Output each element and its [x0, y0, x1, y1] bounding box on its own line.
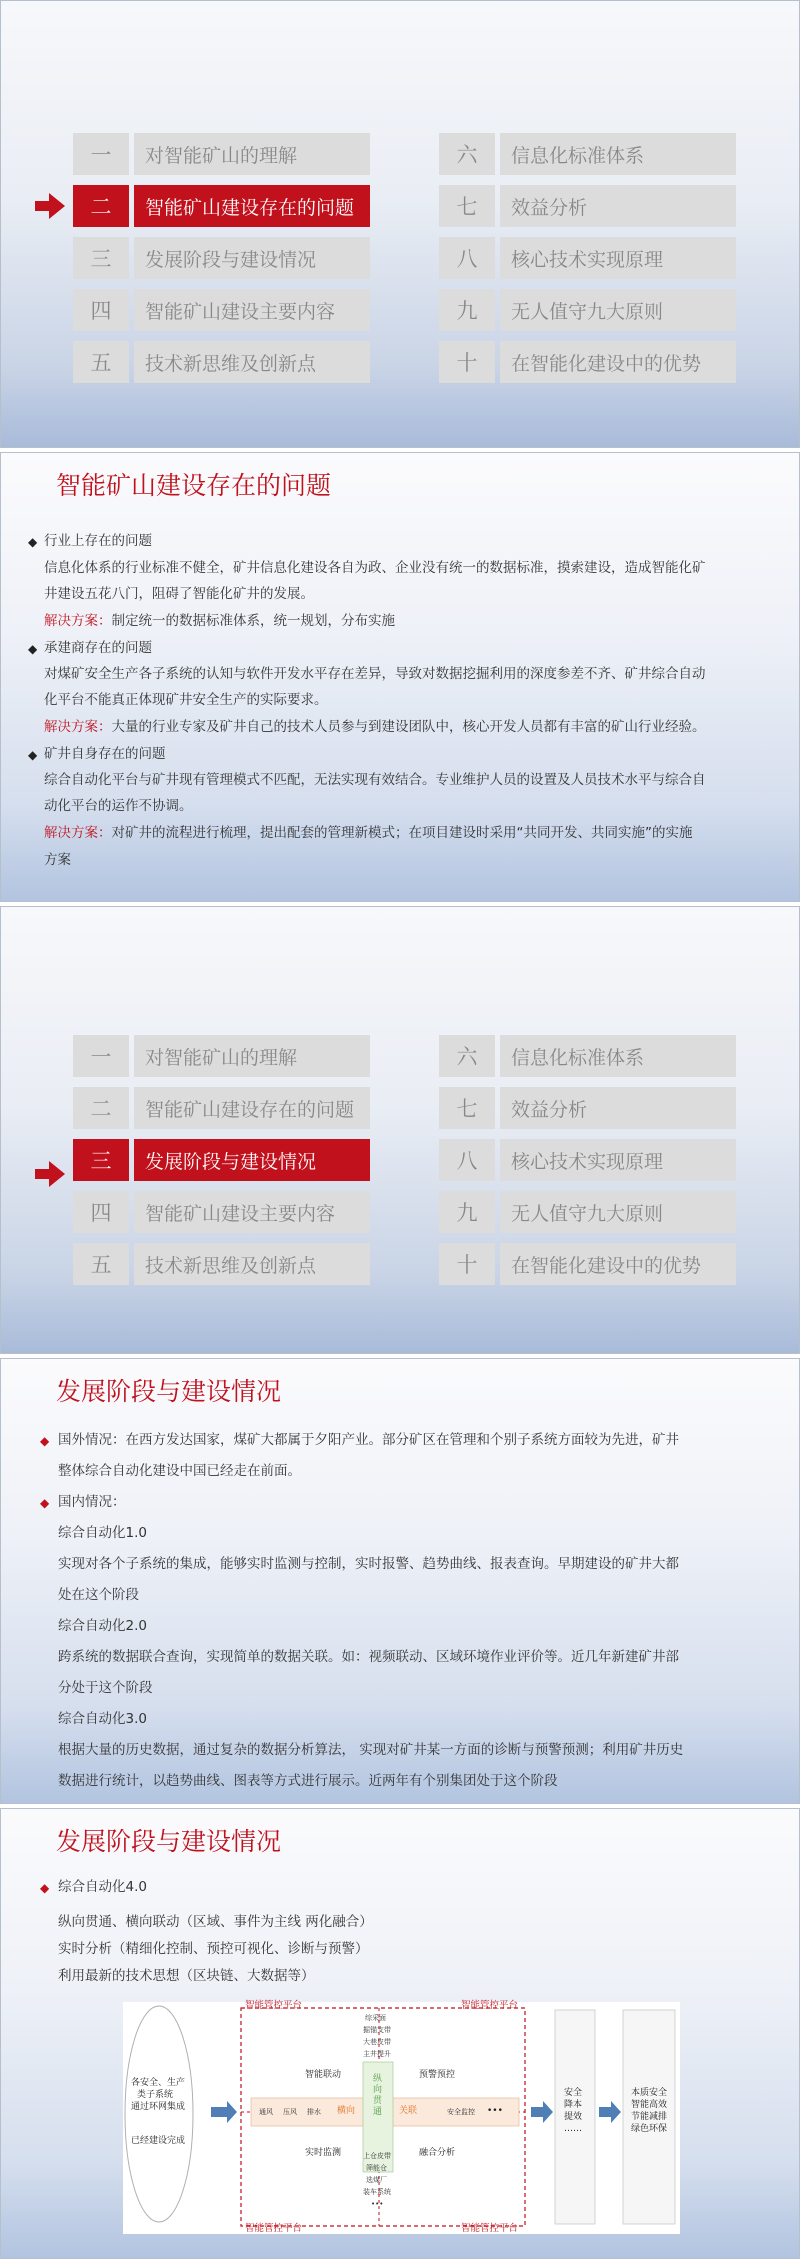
- toc-label: 对智能矿山的理解: [134, 133, 370, 175]
- version-heading: 综合自动化2.0: [58, 1618, 147, 1634]
- toc-item-3[interactable]: [73, 1139, 370, 1181]
- section-heading: ◆ 承建商存在的问题: [44, 639, 152, 657]
- slide-toc-1: [0, 0, 800, 448]
- toc-item-1[interactable]: [73, 133, 370, 175]
- paragraph-line: 对煤矿安全生产各子系统的认知与软件开发水平存在差异，导致对数据挖掘利用的深度参差不齐、矿井综合自动: [44, 666, 706, 682]
- toc-label: 对智能矿山的理解: [134, 1035, 370, 1077]
- toc-label: 技术新思维及创新点: [134, 341, 370, 383]
- paragraph-line: 根据大量的历史数据，通过复杂的数据分析算法， 实现对矿井某一方面的诊断与预警预测；利用矿井历史: [58, 1742, 684, 1758]
- toc-item-7[interactable]: [439, 185, 736, 227]
- association-label: 关联: [399, 2106, 418, 2116]
- pointer-arrow-icon: [35, 1161, 65, 1187]
- slide-title: 智能矿山建设存在的问题: [56, 471, 332, 500]
- toc-num: 七: [439, 185, 495, 227]
- platform-label: 智能管控平台: [245, 2223, 303, 2234]
- column-item: 筛能仓: [366, 2164, 387, 2172]
- benefit-item: 提效: [564, 2112, 583, 2122]
- section-heading: ◆ 行业上存在的问题: [44, 532, 152, 550]
- toc-item-6[interactable]: [439, 133, 736, 175]
- benefit-item: 安全: [564, 2088, 583, 2098]
- toc-label: 效益分析: [500, 1087, 736, 1129]
- toc-item-1[interactable]: [73, 1035, 370, 1077]
- benefit-item: 降本: [564, 2100, 583, 2110]
- toc-label: 无人值守九大原则: [500, 1191, 736, 1233]
- solution-line: [44, 824, 693, 842]
- toc-item-8[interactable]: [439, 237, 736, 279]
- quadrant-label: 智能联动: [305, 2070, 342, 2080]
- platform-label: 智能管控平台: [245, 2000, 303, 2011]
- toc-num: 四: [73, 289, 129, 331]
- subsystem-label: 排水: [307, 2108, 321, 2116]
- goal-item: 本质安全: [631, 2088, 668, 2098]
- toc-item-10[interactable]: [439, 1243, 736, 1285]
- column-item: 主井提升: [363, 2050, 391, 2058]
- toc-item-4[interactable]: [73, 289, 370, 331]
- toc-item-8[interactable]: [439, 1139, 736, 1181]
- solution-label: 解决方案：: [44, 719, 112, 735]
- toc-item-9[interactable]: [439, 1191, 736, 1233]
- platform-label: 智能管控平台: [461, 2223, 519, 2234]
- horizontal-label: 横向: [337, 2106, 356, 2116]
- column-item: 上仓皮带: [363, 2152, 391, 2160]
- paragraph-line: 化平台不能真正体现矿井安全生产的实际要求。: [44, 692, 328, 708]
- slide-title: 发展阶段与建设情况: [56, 1377, 282, 1406]
- toc-num: 六: [439, 133, 495, 175]
- toc-num: 七: [439, 1087, 495, 1129]
- paragraph-line: 整体综合自动化建设中国已经走在前面。: [58, 1463, 301, 1479]
- paragraph-line: 综合自动化平台与矿井现有管理模式不匹配，无法实现有效结合。专业维护人员的设置及人员技术水平与综合自: [44, 772, 706, 788]
- paragraph-line: 数据进行统计，以趋势曲线、图表等方式进行展示。近两年有个别集团处于这个阶段: [58, 1773, 558, 1789]
- column-item: •••: [371, 2200, 384, 2208]
- version-heading: 综合自动化1.0: [58, 1525, 147, 1541]
- toc-label: 效益分析: [500, 185, 736, 227]
- toc-label: 信息化标准体系: [500, 133, 736, 175]
- toc-label: 核心技术实现原理: [500, 237, 736, 279]
- solution-line: [44, 718, 706, 736]
- version-heading: 综合自动化3.0: [58, 1711, 147, 1727]
- architecture-diagram: [123, 2002, 680, 2234]
- toc-num: 三: [73, 237, 129, 279]
- left-label: 类子系统: [137, 2090, 174, 2100]
- toc-item-2[interactable]: [73, 1087, 370, 1129]
- solution-text: 对矿井的流程进行梳理，提出配套的管理新模式；在项目建设时采用“共同开发、共同实施”的实施: [111, 825, 693, 841]
- goal-item: 节能减排: [631, 2112, 668, 2122]
- toc-num: 五: [73, 1243, 129, 1285]
- pointer-arrow-icon: [35, 193, 65, 219]
- solution-label: 解决方案：: [44, 613, 112, 629]
- toc-label: 发展阶段与建设情况: [134, 237, 370, 279]
- toc-num: 一: [73, 133, 129, 175]
- toc-item-6[interactable]: [439, 1035, 736, 1077]
- goal-item: 智能高效: [631, 2100, 668, 2110]
- toc-item-7[interactable]: [439, 1087, 736, 1129]
- toc-num: 八: [439, 1139, 495, 1181]
- toc-item-2[interactable]: [73, 185, 370, 227]
- toc-num: 五: [73, 341, 129, 383]
- toc-num: 四: [73, 1191, 129, 1233]
- toc-label: 技术新思维及创新点: [134, 1243, 370, 1285]
- toc-label: 智能矿山建设存在的问题: [134, 185, 370, 227]
- solution-text: 制定统一的数据标准体系，统一规划，分布实施: [111, 613, 395, 629]
- paragraph-line: 分处于这个阶段: [58, 1680, 153, 1696]
- toc-num: 九: [439, 1191, 495, 1233]
- toc-num: 九: [439, 289, 495, 331]
- paragraph-line: 跨系统的数据联合查询，实现简单的数据关联。如：视频联动、区域环境作业评价等。近几年新建矿井部: [58, 1649, 679, 1665]
- toc-label: 在智能化建设中的优势: [500, 341, 736, 383]
- version-heading: ◆ 综合自动化4.0: [58, 1878, 147, 1896]
- solution-line: [44, 612, 395, 630]
- paragraph-line: 方案: [44, 852, 71, 868]
- slide-development: [0, 1358, 800, 1804]
- toc-num: 八: [439, 237, 495, 279]
- subsystem-label: 安全监控: [447, 2108, 475, 2116]
- vertical-label: 纵向贯通: [373, 2074, 383, 2117]
- column-item: 大巷皮带: [363, 2038, 391, 2046]
- toc-item-4[interactable]: [73, 1191, 370, 1233]
- toc-num: 二: [73, 185, 129, 227]
- toc-item-3[interactable]: [73, 237, 370, 279]
- toc-item-5[interactable]: [73, 341, 370, 383]
- toc-label: 在智能化建设中的优势: [500, 1243, 736, 1285]
- toc-label: 智能矿山建设存在的问题: [134, 1087, 370, 1129]
- solution-label: 解决方案：: [44, 825, 112, 841]
- toc-label: 信息化标准体系: [500, 1035, 736, 1077]
- slide-title: 发展阶段与建设情况: [56, 1827, 282, 1856]
- toc-label: 智能矿山建设主要内容: [134, 1191, 370, 1233]
- paragraph-line: 处在这个阶段: [58, 1587, 139, 1603]
- toc-num: 一: [73, 1035, 129, 1077]
- section-heading: ◆ 矿井自身存在的问题: [44, 745, 166, 763]
- paragraph-line: 利用最新的技术思想（区块链、大数据等）: [58, 1968, 315, 1984]
- toc-label: 发展阶段与建设情况: [134, 1139, 370, 1181]
- benefit-item: ……: [564, 2124, 582, 2134]
- column-item: 选煤厂: [366, 2176, 387, 2184]
- left-label: 通过环网集成: [131, 2102, 186, 2112]
- toc-label: 智能矿山建设主要内容: [134, 289, 370, 331]
- toc-item-10[interactable]: [439, 341, 736, 383]
- paragraph-line: 井建设五花八门，阻碍了智能化矿井的发展。: [44, 586, 314, 602]
- slide-toc-2: [0, 906, 800, 1354]
- domestic-heading: ◆ 国内情况：: [58, 1493, 126, 1511]
- subsystem-label: 压风: [283, 2108, 297, 2116]
- quadrant-label: 实时监测: [305, 2148, 342, 2158]
- toc-item-5[interactable]: [73, 1243, 370, 1285]
- foreign-paragraph: ◆ 国外情况：在西方发达国家，煤矿大都属于夕阳产业。部分矿区在管理和个别子系统方面较为先进，矿井: [58, 1431, 679, 1449]
- column-item: 掘锚支带: [363, 2026, 391, 2034]
- platform-label: 智能管控平台: [461, 2000, 519, 2011]
- toc-num: 十: [439, 1243, 495, 1285]
- toc-num: 十: [439, 341, 495, 383]
- paragraph-line: 动化平台的运作不协调。: [44, 798, 193, 814]
- toc-num: 三: [73, 1139, 129, 1181]
- toc-label: 无人值守九大原则: [500, 289, 736, 331]
- paragraph-line: 实现对各个子系统的集成，能够实时监测与控制，实时报警、趋势曲线、报表查询。早期建设的矿井大都: [58, 1556, 679, 1572]
- quadrant-label: 预警预控: [419, 2070, 456, 2080]
- subsystem-label: 通风: [259, 2108, 273, 2116]
- column-item: 装车系统: [363, 2188, 391, 2196]
- toc-label: 核心技术实现原理: [500, 1139, 736, 1181]
- left-label: 各安全、生产: [131, 2078, 186, 2088]
- column-item: 综采面: [365, 2014, 386, 2022]
- paragraph-line: 信息化体系的行业标准不健全，矿井信息化建设各自为政、企业没有统一的数据标准，摸索建设，造成智能化矿: [44, 560, 706, 576]
- paragraph-line: 实时分析（精细化控制、预控可视化、诊断与预警）: [58, 1941, 369, 1957]
- toc-num: 六: [439, 1035, 495, 1077]
- paragraph-line: 纵向贯通、横向联动（区域、事件为主线 两化融合）: [58, 1914, 373, 1930]
- goal-item: 绿色环保: [631, 2124, 668, 2134]
- quadrant-label: 融合分析: [419, 2148, 456, 2158]
- toc-num: 二: [73, 1087, 129, 1129]
- solution-text: 大量的行业专家及矿井自己的技术人员参与到建设团队中，核心开发人员都有丰富的矿山行业经验。: [111, 719, 706, 735]
- more-dots: •••: [487, 2106, 503, 2116]
- left-label: 已经建设完成: [131, 2136, 186, 2146]
- diagram-shapes: [123, 2002, 680, 2234]
- toc-item-9[interactable]: [439, 289, 736, 331]
